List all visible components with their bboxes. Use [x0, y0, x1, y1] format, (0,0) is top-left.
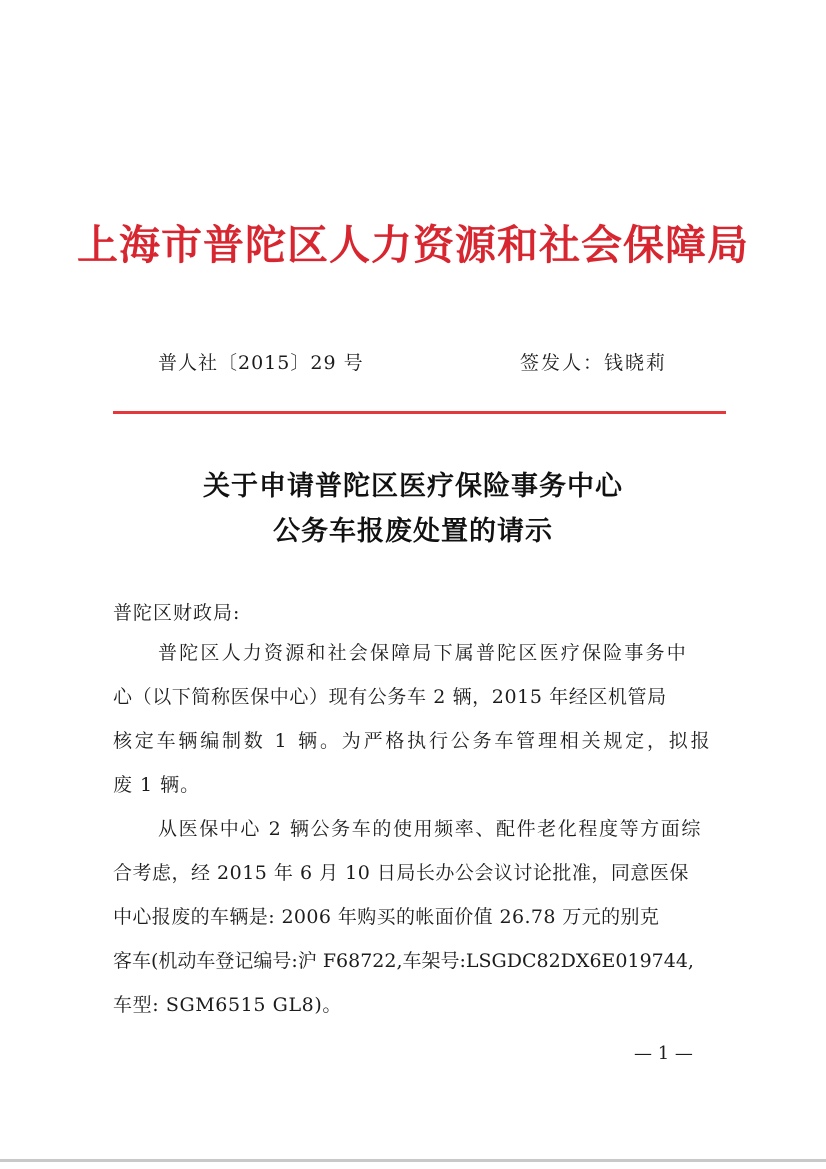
document-title-line-2: 公务车报废处置的请示 — [273, 516, 553, 547]
body-line-1: 普陀区人力资源和社会保障局下属普陀区医疗保险事务中 — [158, 642, 689, 664]
body-line-3: 核定车辆编制数 1 辆。为严格执行公务车管理相关规定，拟报 — [113, 730, 713, 752]
body-line-6: 合考虑，经 2015 年 6 月 10 日局长办公会议讨论批准，同意医保 — [113, 862, 689, 884]
body-line-2: 心（以下简称医保中心）现有公务车 2 辆，2015 年经区机管局 — [113, 686, 667, 708]
body-line-8: 客车(机动车登记编号:沪 F68722,车架号:LSGDC82DX6E019744, — [113, 950, 694, 972]
body-line-4: 废 1 辆。 — [113, 774, 201, 796]
salutation: 普陀区财政局: — [113, 602, 241, 624]
bottom-edge-line — [0, 1159, 826, 1162]
document-number: 普人社〔2015〕29 号 — [158, 352, 364, 374]
signer: 签发人：钱晓莉 — [520, 352, 668, 374]
red-separator-line — [113, 411, 726, 414]
body-line-5: 从医保中心 2 辆公务车的使用频率、配件老化程度等方面综 — [158, 818, 702, 840]
body-line-7: 中心报废的车辆是: 2006 年购买的帐面价值 26.78 万元的别克 — [113, 906, 660, 928]
page-number: — 1 — — [634, 1043, 693, 1064]
body-line-9: 车型: SGM6515 GL8)。 — [113, 994, 342, 1016]
document-title-line-1: 关于申请普陀区医疗保险事务中心 — [203, 471, 623, 502]
agency-name-header: 上海市普陀区人力资源和社会保障局 — [77, 221, 749, 269]
